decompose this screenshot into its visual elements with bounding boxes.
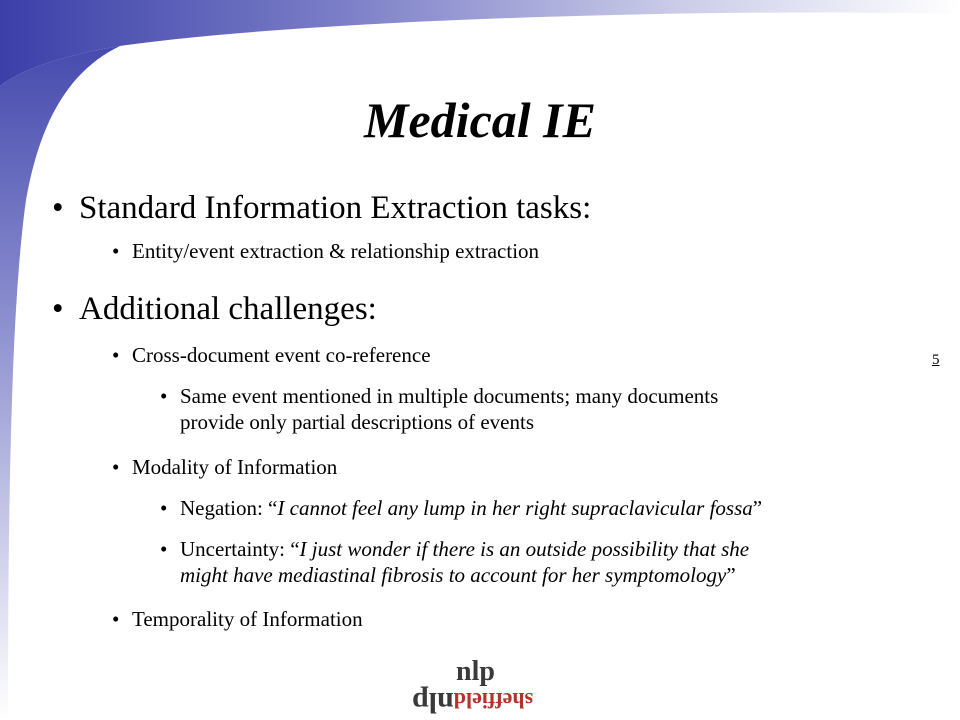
- bullet-dot: •: [112, 607, 120, 631]
- uncertainty-quote-line2: might have mediastinal fibrosis to account for her symptomology: [180, 563, 727, 587]
- bullet-text: Additional challenges:: [79, 291, 377, 327]
- bullet-text: [180, 495, 762, 521]
- logo-nlp-flipped-text: nlp: [412, 686, 454, 719]
- sheffield-nlp-logo: [412, 658, 552, 720]
- bullet-dot: •: [112, 343, 120, 367]
- bullet-text: Modality of Information: [132, 455, 338, 479]
- slide-title: Medical IE: [364, 92, 596, 148]
- bullet-dot: •: [52, 291, 64, 327]
- negation-prefix: Negation: “: [180, 496, 278, 520]
- uncertainty-prefix: Uncertainty: “: [180, 537, 300, 561]
- logo-nlp-text: nlp: [456, 656, 495, 687]
- bullet-text: [180, 383, 718, 435]
- bullet-text-line2: provide only partial descriptions of events: [180, 410, 534, 434]
- bullet-text: Standard Information Extraction tasks:: [79, 190, 592, 226]
- bullet-dot: •: [112, 239, 120, 263]
- bullet-text: Entity/event extraction & relationship extraction: [132, 239, 540, 263]
- uncertainty-suffix: ”: [726, 563, 736, 587]
- bullet-dot: •: [160, 384, 168, 408]
- bullet-dot: •: [160, 496, 168, 520]
- bullet-text: [180, 536, 749, 588]
- negation-suffix: ”: [752, 496, 763, 520]
- page-number[interactable]: 5: [932, 352, 940, 368]
- bullet-dot: •: [52, 190, 64, 226]
- bullet-dot: •: [112, 455, 120, 479]
- bullet-text: Cross-document event co-reference: [132, 343, 431, 367]
- negation-quote: I cannot feel any lump in her right supraclavicular fossa: [277, 496, 753, 520]
- bullet-text: Temporality of Information: [132, 607, 363, 631]
- bullet-text-line1: Same event mentioned in multiple documents; many documents: [180, 384, 719, 408]
- logo-sheffield-text: sheffield: [453, 688, 534, 713]
- logo-flipped-group: [412, 682, 533, 717]
- uncertainty-quote-line1: I just wonder if there is an outside possibility that she: [299, 537, 750, 561]
- bullet-dot: •: [160, 537, 168, 561]
